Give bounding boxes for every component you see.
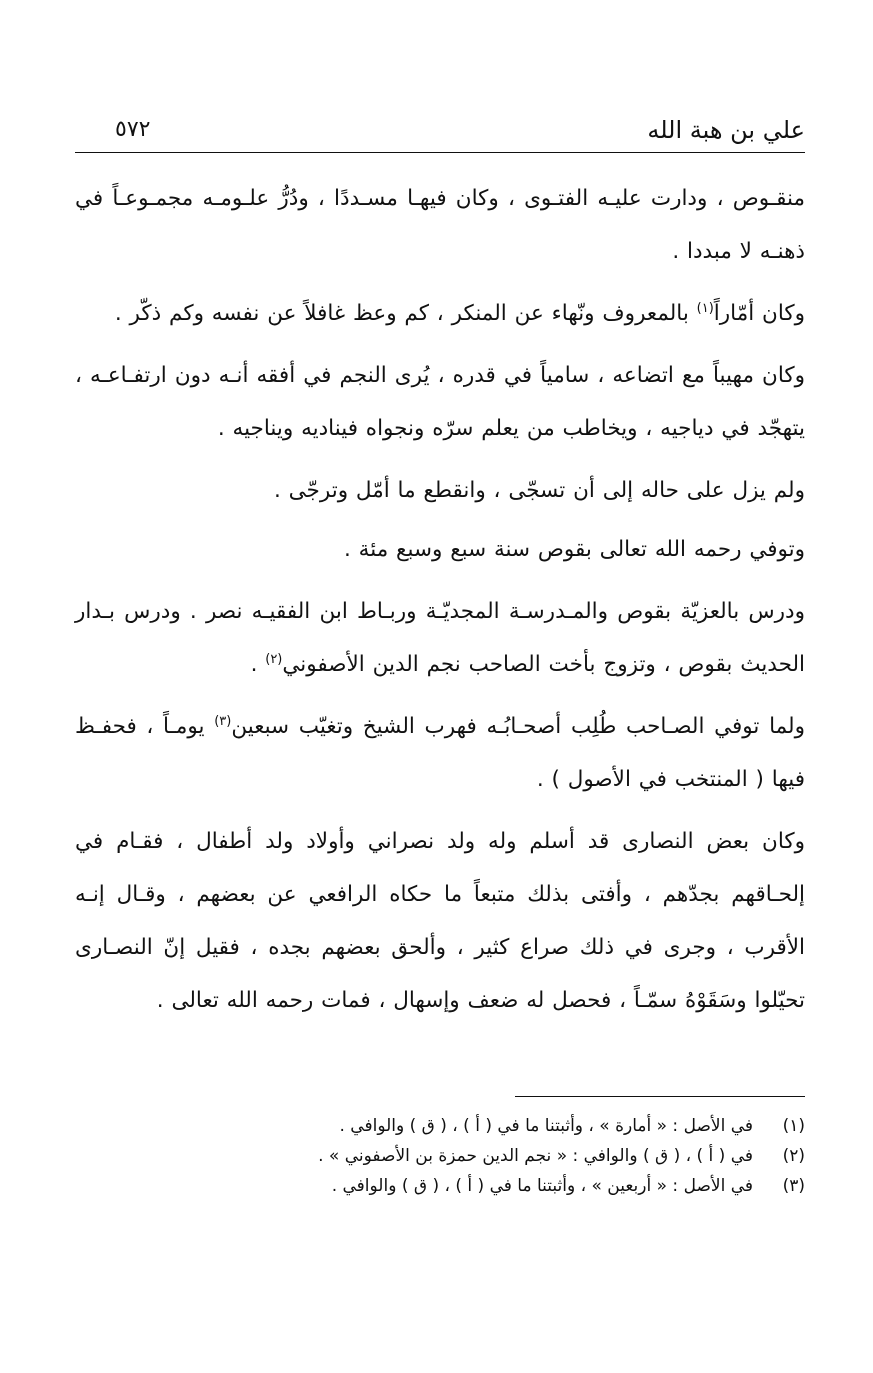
paragraph-5: وتوفي رحمه الله تعالى بقوص سنة سبع وسبع مئة . [344, 537, 805, 562]
paragraph-4: ولم يزل على حاله إلى أن تسجّى ، وانقطع ما أمّل وترجّى . [273, 478, 805, 503]
paragraph-6 [75, 585, 805, 691]
footnote-text: في الأصل : « أمارة » ، وأثبتنا ما في ( أ ) ، ( ق ) والوافي . [339, 1116, 753, 1136]
running-title: علي بن هبة الله [647, 116, 805, 144]
paragraph-6-text-a: ودرس بالعزيّة بقوص والمـدرسـة المجديّـة وربـاط ابن الفقيـه نصر . ودرس بـدار الحديث بقوص ، وتزوج بأخت الصاحب نجم الدين الأصفوني [75, 599, 805, 677]
header-rule [75, 152, 805, 153]
paragraph-6-text-b: . [250, 652, 266, 677]
footnote-ref-3[interactable]: (٣) [214, 713, 232, 729]
footnote-number: (٢) [782, 1146, 805, 1166]
footnote-rule [515, 1096, 805, 1097]
footnote-number: (١) [782, 1116, 805, 1136]
page-number: ٥٧٢ [115, 117, 151, 142]
paragraph-2 [75, 287, 805, 340]
paragraph-7-text-b: يومـاً ، فحفـظ فيها ( المنتخب في الأصول ) . [75, 714, 805, 792]
footnote-text: في الأصل : « أربعين » ، وأثبتنا ما في ( أ ) ، ( ق ) والوافي . [331, 1176, 753, 1196]
footnote-3 [75, 1171, 805, 1201]
page-body [75, 172, 805, 1027]
paragraph-2-text-b: بالمعروف ونّهاء عن المنكر ، كم وعظ غافلاً عن نفسه وكم ذكّر . [114, 301, 697, 326]
footnote-ref-1[interactable]: (١) [696, 300, 714, 316]
footnote-ref-2[interactable]: (٢) [265, 651, 283, 667]
page-header [75, 112, 805, 148]
paragraph-7 [75, 700, 805, 806]
paragraph-7-text-a: ولما توفي الصـاحب طُلِب أصحـابُـه فهرب الشيخ وتغيّب سبعين [231, 714, 805, 739]
footnote-number: (٣) [782, 1176, 805, 1196]
footnote-2 [75, 1141, 805, 1171]
paragraph-2-text-a: وكان أمّاراً [713, 301, 805, 326]
paragraph-1: منقـوص ، ودارت عليـه الفتـوى ، وكان فيهـا مسـددًا ، ودُرُّ علـومـه مجمـوعـاً في ذهنـه لا مبددا . [75, 186, 805, 264]
footnote-text: في ( أ ) ، ( ق ) والوافي : « نجم الدين حمزة بن الأصفوني » . [318, 1146, 753, 1166]
footnote-1 [75, 1111, 805, 1141]
footnotes [75, 1111, 805, 1201]
paragraph-3: وكان مهيباً مع اتضاعه ، سامياً في قدره ، يُرى النجم في أفقه أنـه دون ارتفـاعـه ، يتهجّد في دياجيه ، ويخاطب من يعلم سرّه ونجواه فيناديه ويناجيه . [75, 363, 805, 441]
paragraph-8: وكان بعض النصارى قد أسلم وله ولد نصراني وأولاد ولد أطفال ، فقـام في إلحـاقهم بجدّهم ، وأفتى بذلك متبعاً ما حكاه الرافعي عن بعضهم ، وقـال إنـه الأقرب ، وجرى في ذلك صراع كثير ، وألحق بعضهم بجده ، فقيل إنّ النصـارى تحيّلوا وسَقَوْهُ سمّـاً ، فحصل له ضعف وإسهال ، فمات رحمه الله تعالى . [75, 829, 805, 1013]
